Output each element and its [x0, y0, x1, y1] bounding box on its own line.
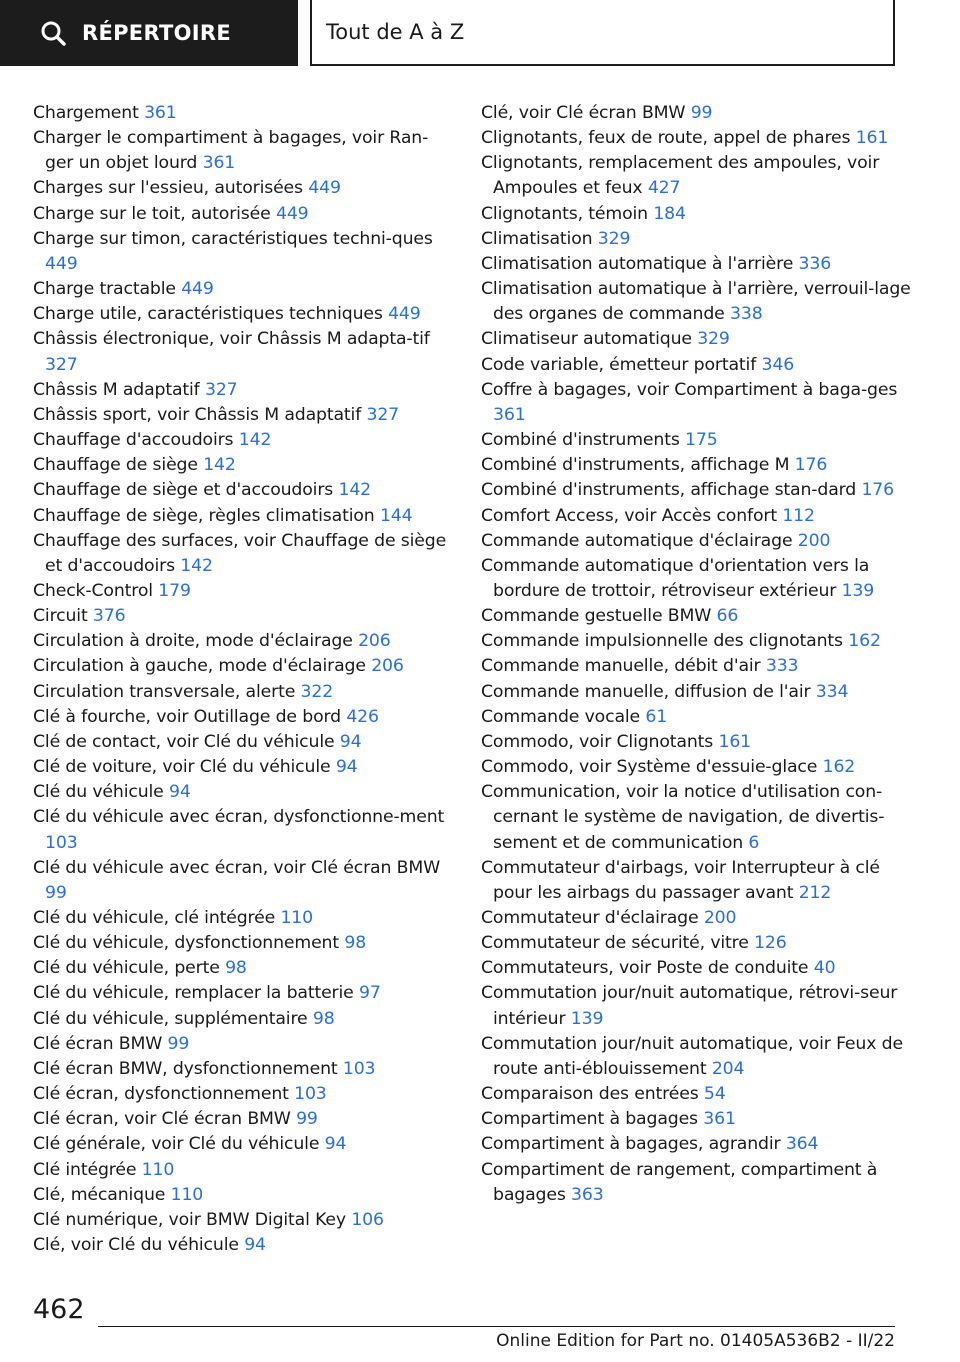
- page-reference-link[interactable]: 449: [275, 203, 309, 224]
- index-entry-text: Compartiment à bagages: [481, 1109, 698, 1130]
- index-entry-text: Communication, voir la notice d'utilisation con-cernant le système de navigation, de divertis-sement et de communication: [481, 782, 885, 853]
- index-entry: [33, 176, 453, 201]
- index-entry-text: Commande vocale: [481, 706, 641, 727]
- index-entry: [481, 554, 911, 604]
- page-reference-link[interactable]: 322: [300, 681, 334, 702]
- index-entry-text: Circuit: [33, 606, 88, 627]
- index-entry-text: Climatisation automatique à l'arrière, verrouil-lage des organes de commande: [481, 279, 911, 325]
- index-entry: [481, 1032, 911, 1082]
- page-reference-link[interactable]: 204: [711, 1058, 745, 1079]
- page-reference-link[interactable]: 94: [339, 731, 362, 752]
- page-reference-link[interactable]: 338: [730, 304, 763, 325]
- index-entry: [33, 981, 453, 1006]
- index-entry: [481, 604, 911, 629]
- index-entry-text: Commande automatique d'éclairage: [481, 530, 793, 551]
- page-reference-link[interactable]: 212: [798, 882, 832, 903]
- page-reference-link[interactable]: 361: [703, 1109, 736, 1130]
- page-reference-link[interactable]: 66: [716, 606, 739, 627]
- index-entry: [481, 1107, 911, 1132]
- index-entry-text: Chauffage de siège: [33, 455, 198, 476]
- page-reference-link[interactable]: 449: [181, 279, 214, 300]
- index-entry-text: Châssis sport, voir Châssis M adaptatif: [33, 404, 362, 425]
- index-entry-text: Circulation à droite, mode d'éclairage: [33, 631, 353, 652]
- page-reference-link[interactable]: 103: [45, 832, 78, 853]
- index-entry: [33, 327, 453, 377]
- page-reference-link[interactable]: 364: [785, 1134, 819, 1155]
- index-entry: [481, 755, 911, 780]
- page-reference-link[interactable]: 329: [597, 228, 631, 249]
- index-entry: [481, 453, 911, 478]
- index-entry: [33, 805, 453, 855]
- page-reference-link[interactable]: 94: [335, 757, 358, 778]
- index-entry-text: Clé du véhicule, perte: [33, 958, 220, 979]
- index-entry: [481, 705, 911, 730]
- index-entry: [481, 1082, 911, 1107]
- page-reference-link[interactable]: 142: [338, 480, 372, 501]
- page-reference-link[interactable]: 110: [280, 908, 313, 928]
- index-entry-text: Châssis électronique, voir Châssis M adapta-tif: [33, 329, 430, 350]
- index-entry-text: Commutateurs, voir Poste de conduite: [481, 958, 809, 979]
- index-entry-text: Charge utile, caractéristiques techniques: [33, 304, 383, 325]
- index-entry-text: Chauffage d'accoudoirs: [33, 430, 234, 451]
- index-entry: [481, 956, 911, 981]
- index-entry: [33, 956, 453, 981]
- page-reference-link[interactable]: 99: [296, 1109, 318, 1130]
- page-reference-link[interactable]: 184: [653, 203, 686, 224]
- index-entry-text: Clé écran, voir Clé écran BMW: [33, 1109, 291, 1130]
- page-reference-link[interactable]: 99: [690, 103, 713, 123]
- page-reference-link[interactable]: 98: [225, 958, 247, 979]
- page-reference-link[interactable]: 361: [202, 153, 236, 174]
- index-entry-text: Clignotants, feux de route, appel de phares: [481, 128, 851, 149]
- index-entry: [33, 202, 453, 227]
- page-reference-link[interactable]: 449: [388, 304, 421, 325]
- index-entry: [33, 403, 453, 428]
- index-entry: [33, 906, 453, 931]
- index-entry: [33, 1082, 453, 1107]
- index-entry: [481, 680, 911, 705]
- index-entry-text: Clé écran BMW, dysfonctionnement: [33, 1058, 338, 1079]
- index-entry-text: Commande manuelle, diffusion de l'air: [481, 681, 811, 702]
- index-entry-text: Châssis M adaptatif: [33, 379, 200, 400]
- index-entry: [33, 654, 453, 679]
- index-entry: [481, 428, 911, 453]
- page-reference-link[interactable]: 361: [144, 103, 177, 123]
- index-entry: [33, 1208, 453, 1233]
- index-entry-text: Combiné d'instruments, affichage M: [481, 455, 790, 476]
- index-entry-text: Clé du véhicule, remplacer la batterie: [33, 983, 354, 1004]
- index-entry: [33, 101, 453, 126]
- page-reference-link[interactable]: 162: [822, 757, 856, 778]
- index-entry-text: Comparaison des entrées: [481, 1084, 699, 1105]
- index-entry-text: Clé de voiture, voir Clé du véhicule: [33, 757, 331, 778]
- page-reference-link[interactable]: 99: [45, 882, 67, 903]
- index-entry: [481, 252, 911, 277]
- index-entry: [481, 101, 911, 126]
- index-entry-text: Clignotants, remplacement des ampoules, voir Ampoules et feux: [481, 153, 880, 199]
- section-title-box: [310, 0, 895, 66]
- index-entry-text: Commutation jour/nuit automatique, voir Feux de route anti-éblouissement: [481, 1033, 903, 1079]
- index-entry: [481, 353, 911, 378]
- page-reference-link[interactable]: 175: [685, 430, 718, 451]
- index-entry: [33, 478, 453, 503]
- index-entry: [33, 1233, 453, 1258]
- index-entry-text: Clé, voir Clé écran BMW: [481, 103, 686, 123]
- index-entry: [33, 730, 453, 755]
- page-reference-link[interactable]: 179: [158, 580, 191, 601]
- index-entry-text: Commande impulsionnelle des clignotants: [481, 631, 843, 652]
- index-entry: [481, 1158, 911, 1208]
- page-reference-link[interactable]: 200: [797, 530, 831, 551]
- index-entry-text: Clé intégrée: [33, 1159, 137, 1180]
- page-reference-link[interactable]: 94: [169, 782, 191, 803]
- index-entry: [33, 680, 453, 705]
- page-reference-link[interactable]: 161: [718, 731, 752, 752]
- index-entry-text: Commodo, voir Clignotants: [481, 731, 714, 752]
- index-entry: [33, 529, 453, 579]
- index-entry-text: Charge sur le toit, autorisée: [33, 203, 271, 224]
- index-entry: [481, 126, 911, 151]
- index-entry: [481, 504, 911, 529]
- index-entry-text: Clé du véhicule avec écran, voir Clé écran BMW: [33, 857, 441, 878]
- index-entry-text: Circulation transversale, alerte: [33, 681, 296, 702]
- index-entry: [33, 504, 453, 529]
- index-entry-text: Clé du véhicule avec écran, dysfonctionne-ment: [33, 807, 445, 828]
- index-entry-text: Clé du véhicule, clé intégrée: [33, 908, 276, 928]
- index-entry-text: Compartiment à bagages, agrandir: [481, 1134, 781, 1155]
- page-reference-link[interactable]: 336: [798, 253, 832, 274]
- index-entry-text: Clé, voir Clé du véhicule: [33, 1235, 239, 1256]
- page-reference-link[interactable]: 329: [697, 329, 730, 350]
- index-entry-text: Check-Control: [33, 580, 153, 601]
- page-reference-link[interactable]: 139: [570, 1008, 604, 1029]
- index-entry: [33, 126, 453, 176]
- index-entry: [33, 931, 453, 956]
- page-reference-link[interactable]: 206: [358, 631, 391, 652]
- index-entry: [481, 780, 911, 855]
- page-reference-link[interactable]: 139: [841, 580, 875, 601]
- index-entry: [33, 1032, 453, 1057]
- page-reference-link[interactable]: 361: [493, 404, 526, 425]
- index-entry-text: Clé générale, voir Clé du véhicule: [33, 1134, 320, 1155]
- page-reference-link[interactable]: 426: [346, 706, 379, 727]
- index-entry: [33, 1132, 453, 1157]
- index-entry: [33, 780, 453, 805]
- index-entry-text: Commande gestuelle BMW: [481, 606, 712, 627]
- index-entry-text: Clignotants, témoin: [481, 203, 648, 224]
- index-entry: [33, 1183, 453, 1208]
- index-entry-text: Climatisation automatique à l'arrière: [481, 253, 794, 274]
- index-entry: [481, 730, 911, 755]
- index-entry: [33, 227, 453, 277]
- index-entry-text: Clé de contact, voir Clé du véhicule: [33, 731, 335, 752]
- index-column-left: [33, 101, 453, 1258]
- page-reference-link[interactable]: 144: [379, 505, 413, 526]
- page-reference-link[interactable]: 110: [141, 1159, 175, 1180]
- index-entry-text: Clé du véhicule, dysfonctionnement: [33, 933, 339, 954]
- index-entry: [481, 277, 911, 327]
- index-entry-text: Commutation jour/nuit automatique, rétrovi-seur intérieur: [481, 983, 898, 1029]
- page-reference-link[interactable]: 40: [813, 958, 836, 979]
- index-entry: [481, 856, 911, 906]
- index-entry: [33, 302, 453, 327]
- index-entry-text: Commutateur de sécurité, vitre: [481, 933, 749, 954]
- index-entry: [481, 227, 911, 252]
- page-reference-link[interactable]: 97: [359, 983, 381, 1004]
- page-reference-link[interactable]: 112: [782, 505, 815, 526]
- index-entry-text: Chargement: [33, 103, 139, 123]
- page-reference-link[interactable]: 449: [45, 253, 78, 274]
- index-entry-text: Clé écran BMW: [33, 1033, 163, 1054]
- index-entry: [481, 906, 911, 931]
- index-entry: [33, 277, 453, 302]
- section-title: Tout de A à Z: [326, 20, 465, 44]
- index-entry: [33, 579, 453, 604]
- index-entry: [481, 202, 911, 227]
- index-entry: [33, 1158, 453, 1183]
- page-reference-link[interactable]: 427: [647, 178, 681, 199]
- page-reference-link[interactable]: 161: [855, 128, 889, 149]
- index-entry-text: Clé numérique, voir BMW Digital Key: [33, 1209, 346, 1230]
- page-reference-link[interactable]: 61: [645, 706, 668, 727]
- page-reference-link[interactable]: 206: [371, 656, 404, 677]
- index-entry-text: Climatisation: [481, 228, 593, 249]
- index-entry: [33, 856, 453, 906]
- page-reference-link[interactable]: 449: [308, 178, 341, 199]
- page-reference-link[interactable]: 327: [45, 354, 78, 375]
- index-entry: [481, 529, 911, 554]
- index-entry-text: Commodo, voir Système d'essuie-glace: [481, 757, 818, 778]
- index-entry-text: Code variable, émetteur portatif: [481, 354, 757, 375]
- index-entry-text: Clé écran, dysfonctionnement: [33, 1084, 289, 1105]
- index-entry-text: Commutateur d'éclairage: [481, 908, 699, 928]
- page-reference-link[interactable]: 200: [703, 908, 737, 928]
- index-entry-text: Chauffage des surfaces, voir Chauffage de siège et d'accoudoirs: [33, 530, 447, 576]
- tab-label: RÉPERTOIRE: [82, 21, 231, 45]
- index-entry-text: Clé du véhicule: [33, 782, 164, 803]
- page-reference-link[interactable]: 162: [848, 631, 881, 652]
- header-bar: [0, 0, 960, 66]
- page-reference-link[interactable]: 334: [815, 681, 849, 702]
- index-entry: [481, 478, 911, 503]
- index-entry: [481, 151, 911, 201]
- page-reference-link[interactable]: 106: [351, 1209, 384, 1230]
- index-entry: [33, 428, 453, 453]
- page-reference-link[interactable]: 99: [167, 1033, 190, 1054]
- index-entry-text: Charger le compartiment à bagages, voir Ran-ger un objet lourd: [33, 128, 429, 174]
- index-entry: [481, 981, 911, 1031]
- index-entry: [481, 378, 911, 428]
- page-reference-link[interactable]: 94: [324, 1134, 347, 1155]
- index-entry: [481, 1132, 911, 1157]
- page-reference-link[interactable]: 103: [294, 1084, 327, 1105]
- index-entry-text: Comfort Access, voir Accès confort: [481, 505, 777, 526]
- page-reference-link[interactable]: 126: [754, 933, 787, 954]
- page-reference-link[interactable]: 142: [203, 455, 236, 476]
- index-entry-text: Clé, mécanique: [33, 1184, 166, 1205]
- index-entry-text: Charges sur l'essieu, autorisées: [33, 178, 303, 199]
- footer-divider: [98, 1326, 895, 1327]
- index-entry-text: Climatiseur automatique: [481, 329, 692, 350]
- page-reference-link[interactable]: 376: [92, 606, 126, 627]
- index-entry-text: Charge sur timon, caractéristiques techni-ques: [33, 228, 433, 249]
- page-reference-link[interactable]: 98: [312, 1008, 335, 1029]
- index-entry-text: Clé du véhicule, supplémentaire: [33, 1008, 308, 1029]
- index-entry: [33, 629, 453, 654]
- index-entry: [33, 1007, 453, 1032]
- page-reference-link[interactable]: 94: [244, 1235, 266, 1256]
- page-reference-link[interactable]: 327: [204, 379, 238, 400]
- index-entry-text: Circulation à gauche, mode d'éclairage: [33, 656, 366, 677]
- index-entry-text: Combiné d'instruments: [481, 430, 680, 451]
- index-entry-text: Commutateur d'airbags, voir Interrupteur à clé pour les airbags du passager avant: [481, 857, 880, 903]
- page-reference-link[interactable]: 176: [861, 480, 894, 501]
- index-entry-text: Compartiment de rangement, compartiment à bagages: [481, 1159, 878, 1205]
- page-reference-link[interactable]: 346: [761, 354, 795, 375]
- index-entry-text: Charge tractable: [33, 279, 176, 300]
- index-column-right: [481, 101, 911, 1208]
- index-entry-text: Chauffage de siège, règles climatisation: [33, 505, 375, 526]
- page-reference-link[interactable]: 363: [571, 1184, 604, 1205]
- index-entry: [481, 654, 911, 679]
- index-entry-text: Commande manuelle, débit d'air: [481, 656, 761, 677]
- index-entry-text: Coffre à bagages, voir Compartiment à baga-ges: [481, 379, 898, 400]
- search-icon: [40, 20, 66, 46]
- page-number: 462: [33, 1294, 85, 1325]
- page-reference-link[interactable]: 142: [238, 430, 272, 451]
- index-entry: [481, 629, 911, 654]
- index-entry: [33, 755, 453, 780]
- index-entry: [33, 378, 453, 403]
- tab-repertoire[interactable]: [0, 0, 298, 66]
- index-entry: [33, 453, 453, 478]
- page-reference-link[interactable]: 98: [344, 933, 367, 954]
- page-reference-link[interactable]: 110: [170, 1184, 204, 1205]
- page-reference-link[interactable]: 327: [366, 404, 400, 425]
- page-reference-link[interactable]: 6: [748, 832, 760, 853]
- index-entry-text: Chauffage de siège et d'accoudoirs: [33, 480, 334, 501]
- index-entry: [33, 1057, 453, 1082]
- index-entry: [33, 1107, 453, 1132]
- index-entry: [481, 931, 911, 956]
- index-entry: [481, 327, 911, 352]
- footer-edition-text: Online Edition for Part no. 01405A536B2 - II/22: [496, 1331, 895, 1351]
- page-reference-link[interactable]: 142: [180, 555, 213, 576]
- index-entry-text: Commande automatique d'orientation vers la bordure de trottoir, rétroviseur extérieur: [481, 555, 870, 601]
- page-reference-link[interactable]: 176: [794, 455, 828, 476]
- index-entry: [33, 705, 453, 730]
- page-reference-link[interactable]: 333: [765, 656, 799, 677]
- index-entry: [33, 604, 453, 629]
- index-entry-text: Combiné d'instruments, affichage stan-dard: [481, 480, 857, 501]
- page-reference-link[interactable]: 54: [703, 1084, 726, 1105]
- index-entry-text: Clé à fourche, voir Outillage de bord: [33, 706, 341, 727]
- page-reference-link[interactable]: 103: [342, 1058, 376, 1079]
